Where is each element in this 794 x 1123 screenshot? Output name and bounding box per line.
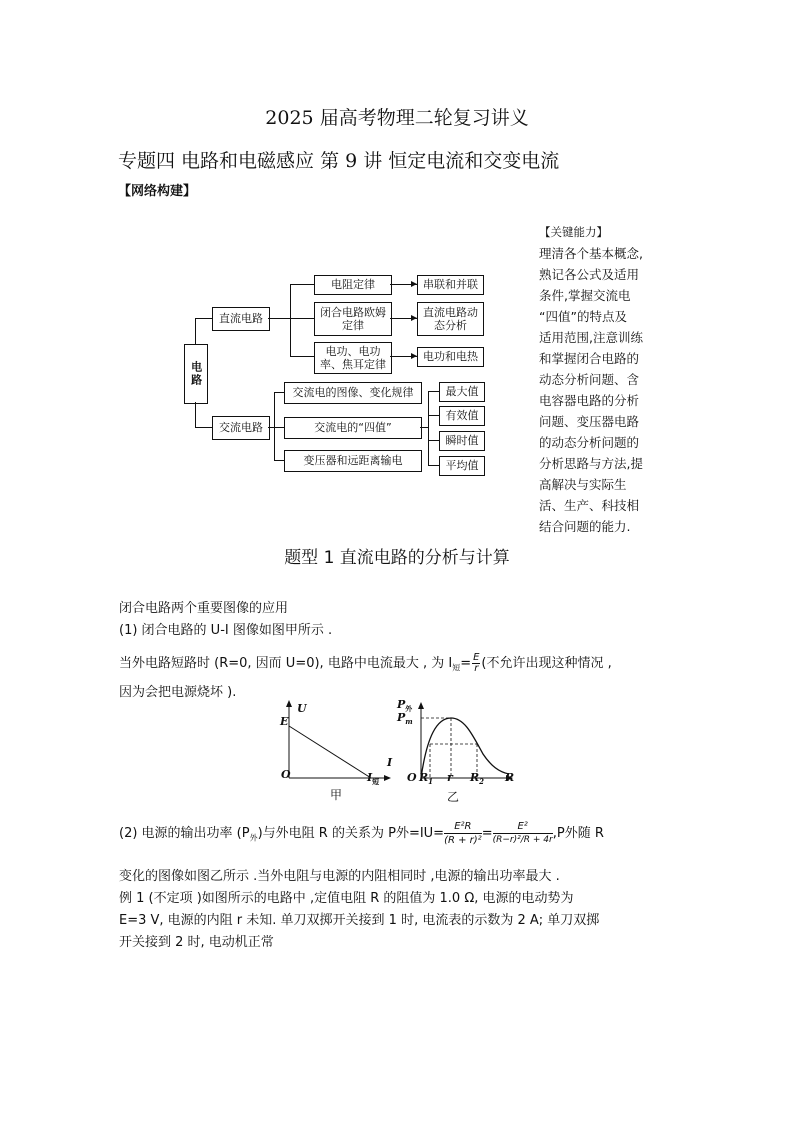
key-ability-line: 理清各个基本概念, xyxy=(539,246,643,261)
ac-topic-box: 交流电的“四值” xyxy=(284,417,422,439)
connector xyxy=(195,427,212,428)
key-ability-panel xyxy=(539,222,654,537)
connector xyxy=(428,415,439,416)
subscript: 外 xyxy=(249,833,258,843)
text-run: ,P xyxy=(552,826,565,841)
dc-result-box: 直流电路动态分析 xyxy=(417,302,484,336)
paragraph: 因为会把电源烧坏 ). xyxy=(119,685,237,700)
fraction-denominator: (R−r)²/R + 4r xyxy=(492,835,553,845)
key-ability-line: 和掌握闭合电路的 xyxy=(539,351,640,366)
ac-topic-box: 变压器和远距离输电 xyxy=(284,450,422,472)
connector xyxy=(274,427,284,428)
key-ability-line: 动态分析问题、含 xyxy=(539,372,640,387)
subscript: 短 xyxy=(372,777,380,787)
fraction-denominator: r xyxy=(474,663,479,674)
fraction-numerator: E²R xyxy=(444,820,482,834)
connector xyxy=(274,460,284,461)
fraction-numerator: E xyxy=(473,652,480,663)
graph-caption-right: 乙 xyxy=(447,790,460,804)
dc-circuit-node: 直流电路 xyxy=(212,307,270,331)
r-axis-label: R xyxy=(505,771,515,784)
fraction xyxy=(472,653,480,674)
text-run: 外=IU= xyxy=(395,826,445,841)
connector xyxy=(290,318,314,319)
graph-labels xyxy=(275,696,535,806)
pm-main: P xyxy=(397,711,406,724)
paragraph: E=3 V, 电源的内阻 r 未知. 单刀双掷开关接到 1 时, 电流表的示数为 2 A; 单刀双掷 xyxy=(119,913,600,928)
fraction-denominator: (R + r)² xyxy=(444,835,482,846)
key-ability-line: 条件,掌握交流电 xyxy=(539,288,631,303)
origin-label: O xyxy=(281,768,291,781)
ac-value-box: 瞬时值 xyxy=(439,431,485,451)
key-ability-line: “四值”的特点及 xyxy=(539,309,627,324)
ac-value-box: 最大值 xyxy=(439,382,485,402)
connector xyxy=(290,356,314,357)
text-run: )与外电阻 R 的关系为 P xyxy=(257,826,396,841)
text-run: 当外电路短路时 (R=0, 因而 U=0), 电路中电流最大 , 为 I xyxy=(119,656,453,671)
dc-result-box: 串联和并联 xyxy=(417,275,484,295)
connector xyxy=(274,392,275,460)
network-heading: 【网络构建】 xyxy=(118,184,197,199)
ac-value-box: 平均值 xyxy=(439,456,485,476)
connector xyxy=(195,318,212,319)
ac-topic-box: 交流电的图像、变化规律 xyxy=(284,382,422,404)
connector xyxy=(420,427,428,428)
key-ability-line: 电容器电路的分析 xyxy=(539,393,640,408)
connector xyxy=(428,440,439,441)
key-ability-heading: 【关键能力】 xyxy=(539,225,608,239)
key-ability-line: 结合问题的能力. xyxy=(539,519,631,534)
paragraph-with-formula: 当外电路短路时 (R=0, 因而 U=0), 电路中电流最大 , 为 $I_短=$ $\frac{E}{r}$ (不允许出现这种情况 , xyxy=(119,652,612,674)
r1-tick: $R_1$ xyxy=(419,771,434,787)
subscript: 外 xyxy=(405,704,413,714)
paragraph: (1) 闭合电路的 U-I 图像如图甲所示 . xyxy=(119,623,333,638)
key-ability-line: 高解决与实际生 xyxy=(539,477,627,492)
r-tick: r xyxy=(447,771,453,784)
e-label: E xyxy=(280,715,289,728)
fraction xyxy=(444,820,482,847)
key-ability-line: 适用范围,注意训练 xyxy=(539,330,643,345)
dc-topic-box: 电功、电功率、焦耳定律 xyxy=(314,342,392,374)
p-axis-main: P xyxy=(397,698,406,711)
origin-label: O xyxy=(407,771,417,784)
paragraph-with-formula: (2) 电源的输出功率 $(P_外)$与外电阻 R 的关系为 P外=IU= $\frac{\text{E²R}}{\text{(R + r)²}}$ = $\frac{\text{E²}}{\text{(R−r)²/R + 4r}}$ ,P外随 R xyxy=(119,821,604,846)
chapter-title: 专题四 电路和电磁感应 第 9 讲 恒定电流和交变电流 xyxy=(118,150,560,172)
graph-caption-left: 甲 xyxy=(330,788,343,802)
dc-topic-box: 闭合电路欧姆定律 xyxy=(314,302,392,336)
paragraph: 变化的图像如图乙所示 .当外电阻与电源的内阻相同时 ,电源的输出功率最大 . xyxy=(119,869,560,884)
ac-circuit-node: 交流电路 xyxy=(212,416,270,440)
connector xyxy=(195,318,196,344)
dc-result-box: 电功和电热 xyxy=(417,347,484,367)
u-axis-label: U xyxy=(297,702,307,715)
dc-topic-box: 电阻定律 xyxy=(314,275,392,295)
i-short-main: I xyxy=(367,771,373,784)
paragraph: 例 1 (不定项 )如图所示的电路中 ,定值电阻 R 的阻值为 1.0 Ω, 电源的电动势为 xyxy=(119,891,574,906)
document-title: 2025 届高考物理二轮复习讲义 xyxy=(265,107,529,129)
ac-value-box: 有效值 xyxy=(439,406,485,426)
i-axis-label: I xyxy=(387,756,393,769)
key-ability-line: 活、生产、科技相 xyxy=(539,498,640,513)
root-node: 电路 xyxy=(184,344,208,404)
key-ability-line: 的动态分析问题的 xyxy=(539,435,640,450)
key-ability-line: 问题、变压器电路 xyxy=(539,414,640,429)
section-title: 题型 1 直流电路的分析与计算 xyxy=(284,548,510,568)
connector xyxy=(195,402,196,428)
pm-label xyxy=(397,711,413,726)
i-short-label xyxy=(367,771,379,787)
connector xyxy=(428,391,439,392)
connector xyxy=(274,392,284,393)
text-run: 外随 R xyxy=(564,826,604,841)
paragraph: 开关接到 2 时, 电动机正常 xyxy=(119,935,274,950)
connector xyxy=(290,284,291,356)
key-ability-line: 熟记各公式及适用 xyxy=(539,267,640,282)
fraction xyxy=(493,821,553,846)
key-ability-line: 分析思路与方法,提 xyxy=(539,456,643,471)
connector xyxy=(428,465,439,466)
fraction-numerator: E² xyxy=(493,821,553,834)
r2-tick: $R_2$ xyxy=(470,771,485,787)
connector xyxy=(268,318,290,319)
paragraph: 闭合电路两个重要图像的应用 xyxy=(119,601,289,616)
connector xyxy=(428,391,429,465)
subscript: 短 xyxy=(452,663,461,673)
subscript: m xyxy=(405,717,413,727)
text-run: (2) 电源的输出功率 (P xyxy=(119,826,250,841)
text-run: (不允许出现这种情况 , xyxy=(481,656,612,671)
connector xyxy=(290,284,314,285)
